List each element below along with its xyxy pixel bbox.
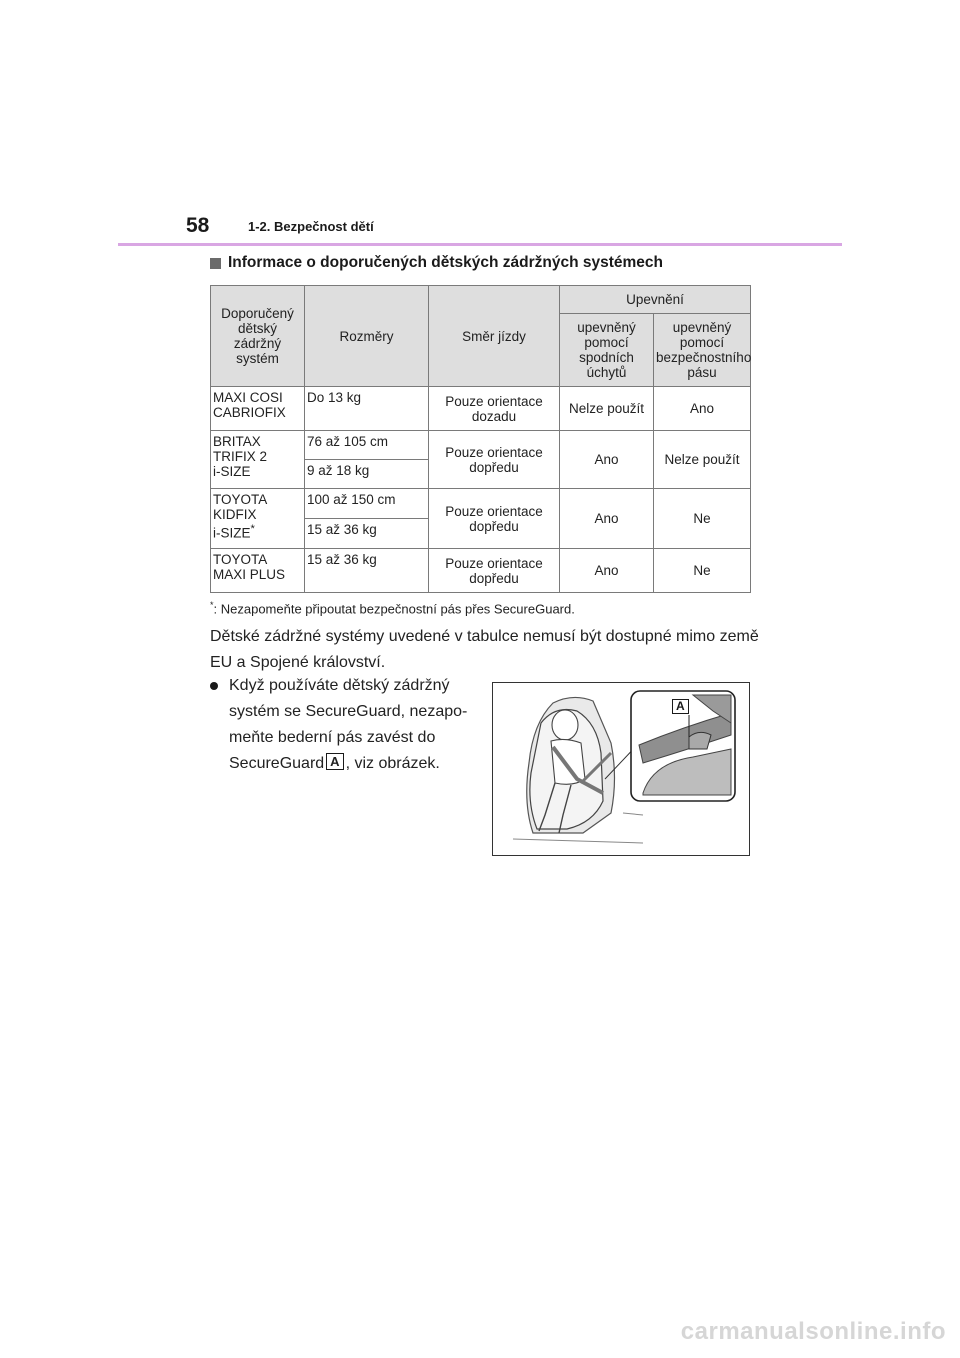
subheading — [210, 254, 663, 272]
cell-belt: Ne — [654, 489, 751, 549]
subheading-text: Informace o doporučených dětských zádržných systémech — [228, 254, 663, 271]
cell-size: 9 až 18 kg — [305, 460, 429, 489]
table-row — [211, 549, 751, 593]
cell-system: BRITAX TRIFIX 2 i-SIZE — [211, 431, 305, 489]
bullet-line: meňte bederní pás zavést do — [229, 729, 436, 746]
cell-isofix: Ano — [560, 489, 654, 549]
child-seat-table — [210, 285, 751, 593]
header-system: Doporučený dětský zádržný systém — [211, 286, 305, 387]
child-seat-illustration — [492, 682, 750, 856]
cell-direction: Pouze orientace dopředu — [429, 549, 560, 593]
bullet-line: systém se SecureGuard, nezapo- — [229, 703, 468, 720]
table-row — [211, 431, 751, 460]
bullet-line: Když používáte dětský zádržný — [229, 677, 450, 694]
cell-direction: Pouze orientace dopředu — [429, 431, 560, 489]
header-rule — [118, 243, 842, 246]
cell-direction: Pouze orientace dozadu — [429, 387, 560, 431]
table-row — [211, 489, 751, 519]
square-bullet-icon — [210, 258, 221, 269]
label-a-box: A — [326, 753, 343, 770]
cell-system: TOYOTA KIDFIX i-SIZE* — [211, 489, 305, 549]
cell-system: MAXI COSI CABRIOFIX — [211, 387, 305, 431]
cell-size: 15 až 36 kg — [305, 519, 429, 549]
watermark: carmanualsonline.info — [680, 1318, 946, 1345]
header-mount: Upevnění — [560, 286, 751, 314]
cell-size: 15 až 36 kg — [305, 549, 429, 593]
cell-belt: Nelze použít — [654, 431, 751, 489]
header-mount-isofix: upevněný pomocí spodních úchytů — [560, 314, 654, 387]
header-mount-belt: upevněný pomocí bezpečnostního pásu — [654, 314, 751, 387]
section-title: 1-2. Bezpečnost dětí — [248, 219, 374, 234]
cell-isofix: Ano — [560, 431, 654, 489]
cell-isofix: Nelze použít — [560, 387, 654, 431]
figure-label-a: A — [672, 699, 689, 714]
bullet-item — [210, 673, 480, 777]
page-number: 58 — [186, 214, 210, 237]
bullet-dot-icon — [210, 682, 218, 690]
footnote-mark: * — [250, 523, 255, 535]
footnote: *: Nezapomeňte připoutat bezpečnostní pás přes SecureGuard. — [210, 600, 575, 617]
header-size: Rozměry — [305, 286, 429, 387]
body-paragraph: Dětské zádržné systémy uvedené v tabulce nemusí být dostupné mimo země EU a Spojené království. — [210, 628, 759, 671]
cell-belt: Ne — [654, 549, 751, 593]
cell-size: Do 13 kg — [305, 387, 429, 431]
header-direction: Směr jízdy — [429, 286, 560, 387]
cell-direction: Pouze orientace dopředu — [429, 489, 560, 549]
seat-drawing-icon — [493, 683, 749, 855]
cell-size: 76 až 105 cm — [305, 431, 429, 460]
cell-belt: Ano — [654, 387, 751, 431]
cell-isofix: Ano — [560, 549, 654, 593]
table-row — [211, 387, 751, 431]
cell-size: 100 až 150 cm — [305, 489, 429, 519]
bullet-line: SecureGuard A , viz obrázek. — [229, 754, 440, 772]
cell-system: TOYOTA MAXI PLUS — [211, 549, 305, 593]
